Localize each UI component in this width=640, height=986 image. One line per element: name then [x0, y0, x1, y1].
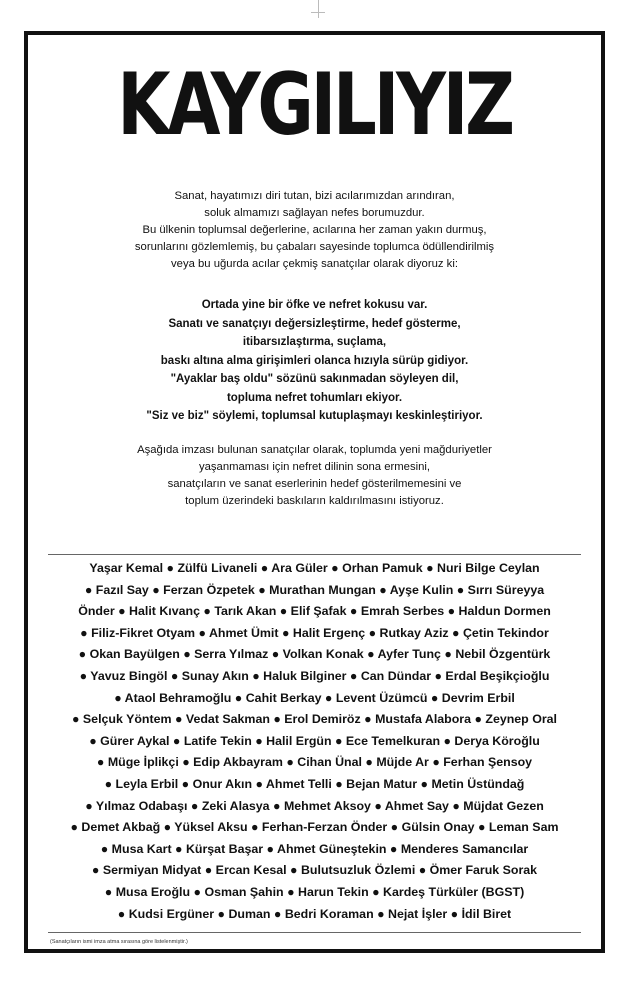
closing-line: Aşağıda imzası bulunan sanatçılar olarak, toplumda yeni mağduriyetler [137, 444, 492, 456]
signatory-line: ● Musa Kart ● Kürşat Başar ● Ahmet Güneştekin ● Menderes Samancılar [100, 841, 529, 856]
headline: KAYGILIYIZ [117, 55, 512, 155]
signatory-line: Yaşar Kemal ● Zülfü Livaneli ● Ara Güler ● Orhan Pamuk ● Nuri Bilge Ceylan [89, 561, 540, 575]
intro-line: sorunlarını gözlemlemiş, bu çabaları sayesinde toplumca ödüllendirilmiş [134, 241, 495, 253]
closing-line: toplum üzerindeki baskıların kaldırılmasını istiyoruz. [185, 495, 444, 507]
statement-line: itibarsızlaştırma, suçlama, [242, 336, 387, 348]
signatory-line: ● Demet Akbağ ● Yüksel Aksu ● Ferhan-Ferzan Önder ● Gülsin Onay ● Leman Sam [70, 820, 559, 835]
footnote: (Sanatçıların ismi imza atma sırasına göre listelenmiştir.) [50, 939, 188, 945]
statement-paragraph [48, 296, 581, 426]
signatory-line: ● Yavuz Bingöl ● Sunay Akın ● Haluk Bilginer ● Can Dündar ● Erdal Beşikçioğlu [79, 668, 550, 683]
signatory-line: ● Kudsi Ergüner ● Duman ● Bedri Koraman ● Nejat İşler ● İdil Biret [117, 906, 512, 921]
statement-line: Ortada yine bir öfke ve nefret kokusu var. [201, 299, 428, 311]
intro-line: soluk almamızı sağlayan nefes borumuzdur. [204, 207, 425, 219]
statement-line: baskı altına alma girişimleri olanca hızıyla sürüp gidiyor. [160, 354, 469, 367]
intro-paragraph [48, 188, 581, 273]
statement-line: "Siz ve biz" söylemi, toplumsal kutuplaşmayı keskinleştiriyor. [146, 410, 483, 422]
closing-line: sanatçıların ve sanat eserlerinin hedef gösterilmemesini ve [167, 478, 462, 490]
statement-line: topluma nefret tohumları ekiyor. [226, 391, 403, 404]
signatory-line: Önder ● Halit Kıvanç ● Tarık Akan ● Elif Şafak ● Emrah Serbes ● Haldun Dormen [78, 604, 551, 619]
statement-line: Sanatı ve sanatçıyı değersizleştirme, hedef gösterme, [168, 317, 461, 330]
intro-line: Bu ülkenin toplumsal değerlerine, acılarına her zaman yakın durmuş, [142, 224, 487, 236]
intro-line: Sanat, hayatımızı diri tutan, bizi acılarımızdan arındıran, [174, 190, 455, 202]
signatory-line: ● Okan Bayülgen ● Serra Yılmaz ● Volkan Konak ● Ayfer Tunç ● Nebil Özgentürk [78, 647, 551, 662]
signatory-line: ● Müge İplikçi ● Edip Akbayram ● Cihan Ünal ● Müjde Ar ● Ferhan Şensoy [96, 755, 533, 770]
signatory-line: ● Leyla Erbil ● Onur Akın ● Ahmet Telli ● Bejan Matur ● Metin Üstündağ [104, 776, 525, 791]
signatory-line: ● Sermiyan Midyat ● Ercan Kesal ● Bulutsuzluk Özlemi ● Ömer Faruk Sorak [91, 863, 538, 878]
signatory-line: ● Selçuk Yöntem ● Vedat Sakman ● Erol Demiröz ● Mustafa Alabora ● Zeynep Oral [71, 712, 557, 727]
divider-top [48, 554, 581, 555]
closing-line: yaşanmaması için nefret dilinin sona ermesini, [198, 461, 431, 473]
crop-mark-horizontal [311, 12, 325, 13]
signatory-line: ● Yılmaz Odabaşı ● Zeki Alasya ● Mehmet Aksoy ● Ahmet Say ● Müjdat Gezen [85, 798, 544, 813]
ad-frame [24, 31, 605, 953]
divider-bottom [48, 932, 581, 933]
crop-mark-vertical [318, 0, 319, 18]
signatory-line: ● Fazıl Say ● Ferzan Özpetek ● Murathan Mungan ● Ayşe Kulin ● Sırrı Süreyya [84, 582, 545, 597]
signatory-line: ● Gürer Aykal ● Latife Tekin ● Halil Ergün ● Ece Temelkuran ● Derya Köroğlu [89, 733, 540, 748]
signatory-line: ● Musa Eroğlu ● Osman Şahin ● Harun Tekin ● Kardeş Türküler (BGST) [104, 884, 525, 899]
statement-line: "Ayaklar baş oldu" sözünü sakınmadan söyleyen dil, [170, 373, 459, 385]
closing-paragraph [48, 442, 581, 510]
intro-line: veya bu uğurda acılar çekmiş sanatçılar olarak diyoruz ki: [171, 258, 458, 270]
signatory-list [36, 558, 593, 925]
signatory-line: ● Ataol Behramoğlu ● Cahit Berkay ● Levent Üzümcü ● Devrim Erbil [114, 690, 515, 705]
signatory-line: ● Filiz-Fikret Otyam ● Ahmet Ümit ● Halit Ergenç ● Rutkay Aziz ● Çetin Tekindor [80, 625, 549, 640]
